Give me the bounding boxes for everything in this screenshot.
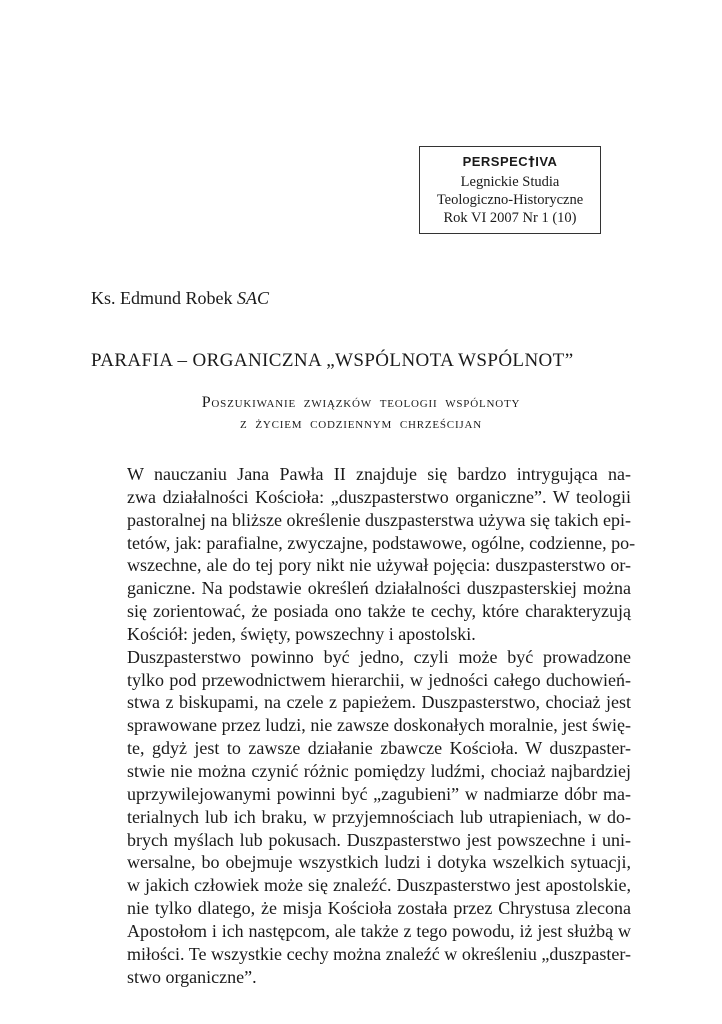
text-line: tetów, jak: parafialne, zwyczajne, podstawowe, ogólne, codzienne, po- — [127, 532, 636, 553]
text-line: się zorientować, że posiada ono także te cechy, które charakteryzują — [127, 601, 631, 622]
journal-name-part1: PERSPEC — [462, 154, 529, 169]
journal-issue: Rok VI 2007 Nr 1 (10) — [443, 210, 577, 226]
text-line: ganiczne. Na podstawie określeń działalności duszpasterskiej można — [127, 578, 631, 599]
paragraph-1 — [91, 463, 636, 646]
text-line: brych myślach lub pokusach. Duszpasterstwo jest powszechne i uni- — [127, 829, 631, 850]
text-line: terialnych lub ich braku, w przyjemnościach lub utrapieniach, w do- — [127, 806, 631, 827]
text-line: te, gdyż jest to zawsze działanie zbawcze Kościoła. W duszpaster- — [127, 738, 631, 759]
journal-name-cross: † — [528, 155, 536, 170]
body-text — [91, 463, 636, 988]
text-line: tylko pod przewodnictwem hierarchii, w jedności całego duchowień- — [127, 669, 631, 690]
text-line: Duszpasterstwo powinno być jedno, czyli może być prowadzone — [127, 646, 631, 667]
author — [91, 288, 269, 309]
text-line: Kościół: jeden, święty, powszechny i apostolski. — [127, 623, 476, 644]
text-line: sprawowane przez ludzi, nie zawsze doskonałych moralnie, jest świę- — [127, 715, 631, 736]
text-line: nie tylko dlatego, że misja Kościoła została przez Chrystusa zlecona — [127, 898, 631, 919]
subtitle-line2: z życiem codziennym chrześcijan — [240, 415, 482, 432]
journal-subtitle-line1: Legnickie Studia — [460, 174, 560, 190]
journal-name — [420, 153, 600, 172]
article-subtitle — [91, 392, 631, 434]
paragraph-2 — [91, 646, 631, 989]
text-line: zwa działalności Kościoła: „duszpasterstwo organiczne”. W teologii — [127, 486, 631, 507]
text-line: miłości. Te wszystkie cechy można znaleźć w określeniu „duszpaster- — [127, 943, 631, 964]
text-line: w jakich człowiek może się znaleźć. Duszpasterstwo jest apostolskie, — [127, 875, 631, 896]
article-title: PARAFIA – ORGANICZNA „WSPÓLNOTA WSPÓLNOT” — [91, 350, 574, 371]
text-line: stwie nie można czynić różnic pomiędzy ludźmi, chociaż najbardziej — [127, 760, 631, 781]
text-line: pastoralnej na bliższe określenie duszpasterstwa używa się takich epi- — [127, 509, 631, 530]
text-line: uprzywilejowanymi powinni być „zagubieni” w nadmiarze dóbr ma- — [127, 783, 631, 804]
text-line: Apostołom i ich następcom, ale także z tego powodu, iż jest służbą w — [127, 920, 631, 941]
text-line: stwa z biskupami, na czele z papieżem. Duszpasterstwo, chociaż jest — [127, 692, 631, 713]
author-order: SAC — [237, 288, 270, 308]
journal-name-part2: IVA — [535, 154, 558, 169]
text-line: stwo organiczne”. — [127, 966, 257, 987]
text-line: wersalne, bo obejmuje wszystkich ludzi i dotyka wszelkich sytuacji, — [127, 852, 631, 873]
subtitle-line1: Poszukiwanie związków teologii wspólnoty — [201, 394, 521, 411]
text-line: W nauczaniu Jana Pawła II znajduje się bardzo intrygująca na- — [127, 464, 631, 484]
text-line: wszechne, ale do tej pory nikt nie używał pojęcia: duszpasterstwo or- — [127, 555, 631, 576]
author-name: Ks. Edmund Robek — [91, 288, 233, 308]
journal-box — [419, 146, 601, 234]
journal-subtitle-line2: Teologiczno-Historyczne — [436, 192, 584, 208]
